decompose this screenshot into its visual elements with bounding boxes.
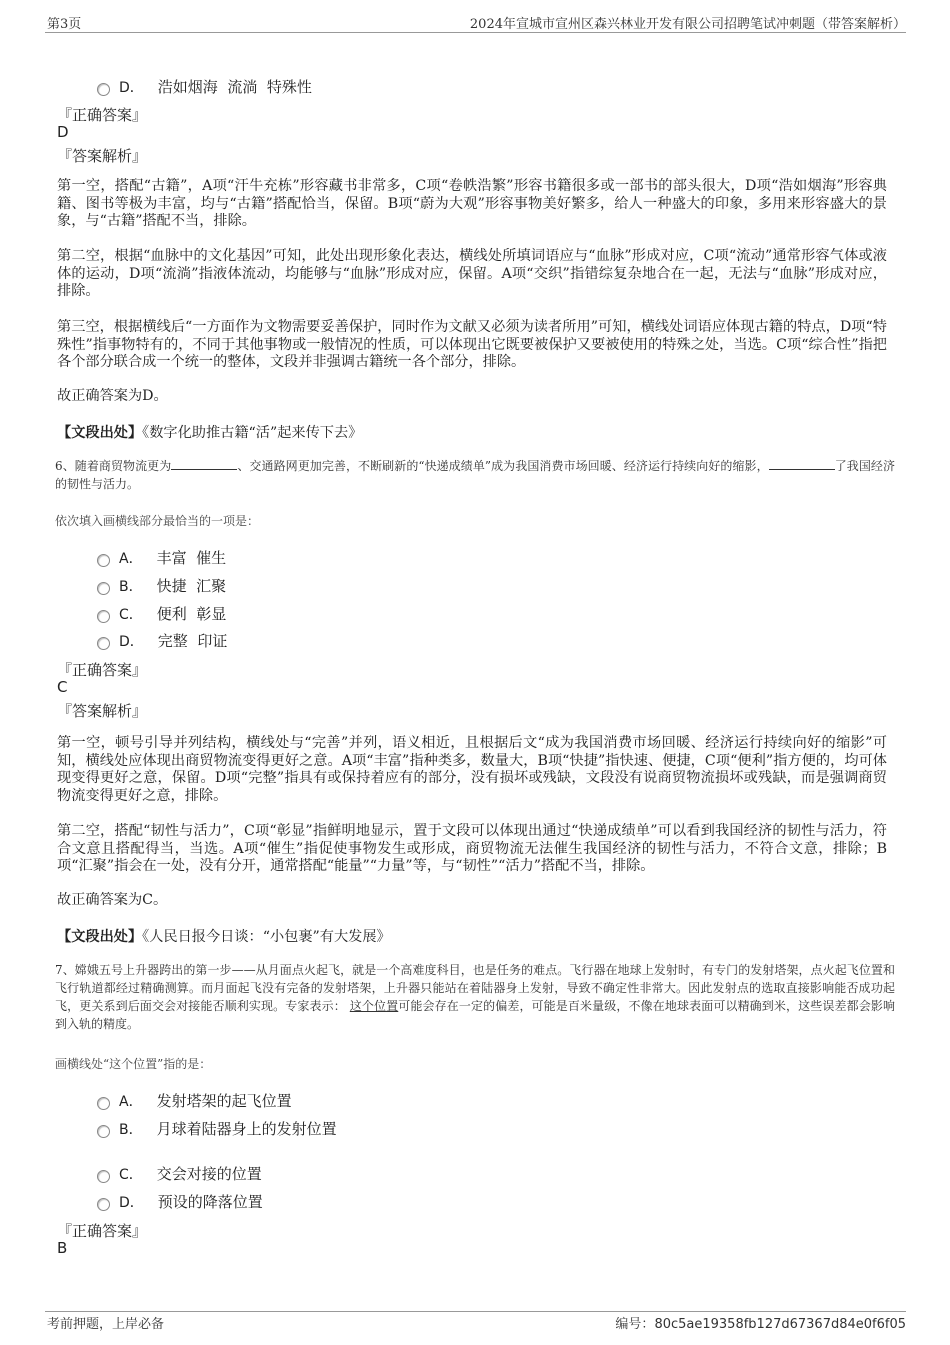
q6-analysis-label: 『答案解析』 bbox=[57, 702, 148, 720]
code-label: 编号： bbox=[615, 1317, 655, 1332]
q6-option-c[interactable] bbox=[97, 603, 226, 624]
q5-analysis-paragraph: 第一空，搭配“古籍”，A项“汗牛充栋”形容藏书非常多，C项“卷帙浩繁”形容书籍很多或一部书的部头很大，D项“浩如烟海”形容典籍、图书等极为丰富，均与“古籍”搭配恰当，保留。B项“蔚为大观”形容事物美好繁多，给人一种盛大的印象，多用来形容盛大的景象，与“古籍”搭配不当，排除。 bbox=[57, 178, 887, 229]
option-letter: B． bbox=[119, 578, 143, 595]
option-letter: C． bbox=[119, 606, 143, 623]
radio-icon[interactable] bbox=[97, 637, 110, 650]
document-title: 2024年宣城市宣州区森兴林业开发有限公司招聘笔试冲刺题（带答案解析） bbox=[469, 17, 906, 32]
q6-option-a[interactable] bbox=[97, 547, 226, 568]
fill-blank bbox=[769, 457, 835, 470]
q6-conclusion: 故正确答案为C。 bbox=[57, 892, 168, 908]
q7-instruction: 画横线处“这个位置”指的是： bbox=[55, 1057, 212, 1071]
q7-answer-label: 『正确答案』 bbox=[57, 1222, 148, 1240]
q7-option-d[interactable] bbox=[97, 1191, 263, 1212]
option-letter: A． bbox=[119, 550, 143, 567]
q7-question-text bbox=[55, 961, 895, 1033]
option-text: 发射塔架的起飞位置 bbox=[156, 1092, 292, 1110]
radio-icon[interactable] bbox=[97, 1198, 110, 1211]
radio-icon[interactable] bbox=[97, 582, 110, 595]
fill-blank bbox=[171, 457, 237, 470]
page-number: 第3页 bbox=[47, 17, 82, 32]
radio-icon[interactable] bbox=[97, 1125, 110, 1138]
q5-conclusion: 故正确答案为D。 bbox=[57, 388, 168, 404]
option-text: 完整 印证 bbox=[157, 632, 228, 650]
q6-text-part1: 6、随着商贸物流更为 bbox=[55, 459, 172, 473]
source-title: 《人民日报今日谈：“小包裹”有大发展》 bbox=[142, 929, 391, 945]
q5-analysis-paragraph: 第二空，根据“血脉中的文化基因”可知，此处出现形象化表达，横线处所填词语应与“血脉”形成对应，C项“流动”通常形容气体或液体的运动，D项“流淌”指液体流动，均能够与“血脉”形成对应，保留。A项“交织”指错综复杂地合在一起，无法与“血脉”形成对应，排除。 bbox=[57, 248, 887, 299]
option-text: 预设的降落位置 bbox=[157, 1193, 263, 1211]
option-text: 快捷 汇聚 bbox=[156, 577, 227, 595]
q5-answer: D bbox=[57, 123, 69, 141]
q6-text-part3: 了我国经济的韧性与活力。 bbox=[55, 459, 895, 491]
radio-icon[interactable] bbox=[97, 554, 110, 567]
q6-analysis-paragraph: 第二空，搭配“韧性与活力”，C项“彰显”指鲜明地显示，置于文段可以体现出通过“快递成绩单”可以看到我国经济的韧性与活力，符合文意且搭配得当，当选。A项“催生”指促使事物发生或形成，商贸物流无法催生我国经济的韧性与活力，不符合文意，排除；B项“汇聚”指会在一处，没有分开，通常搭配“能量”“力量”等，与“韧性”“活力”搭配不当，排除。 bbox=[57, 823, 887, 874]
document-code bbox=[615, 1313, 906, 1332]
q6-instruction: 依次填入画横线部分最恰当的一项是： bbox=[55, 514, 260, 528]
option-letter: C． bbox=[119, 1166, 143, 1183]
option-text: 月球着陆器身上的发射位置 bbox=[156, 1120, 337, 1138]
q7-underlined-phrase: 这个位置 bbox=[349, 999, 399, 1013]
q7-option-a[interactable] bbox=[97, 1090, 292, 1111]
footer-divider bbox=[45, 1311, 906, 1312]
radio-icon[interactable] bbox=[97, 1170, 110, 1183]
q5-answer-label: 『正确答案』 bbox=[57, 106, 148, 124]
q6-answer-label: 『正确答案』 bbox=[57, 661, 148, 679]
q5-source bbox=[57, 422, 362, 442]
option-text: 浩如烟海 流淌 特殊性 bbox=[157, 78, 312, 96]
q6-question-text bbox=[55, 457, 895, 493]
q6-option-b[interactable] bbox=[97, 575, 226, 596]
q7-answer: B bbox=[57, 1239, 68, 1257]
q6-source bbox=[57, 926, 391, 946]
header-divider bbox=[45, 32, 906, 33]
q7-option-c[interactable] bbox=[97, 1163, 262, 1184]
q7-text-before: 7、嫦娥五号上升器跨出的第一步——从月面点火起飞，就是一个高难度科目，也是任务的难点。飞行器在地球上发射时，有专门的发射塔架，点火起飞位置和飞行轨道都经过精确测算。而月面起飞没有完备的发射塔架，上升器只能站在着陆器身上发射，导致不确定性非常大。因此发射点的选取直接影响能否成功起飞，更关系到后面交会对接能否顺利实现。专家表示： bbox=[55, 963, 895, 1013]
option-text: 交会对接的位置 bbox=[156, 1165, 262, 1183]
q7-text-after: 可能会存在一定的偏差，可能是百米量级，不像在地球表面可以精确到米，这些误差都会影响到入轨的精度。 bbox=[55, 999, 895, 1031]
option-letter: D． bbox=[119, 633, 144, 650]
code-value: 80c5ae19358fb127d67367d84e0f6f05 bbox=[654, 1317, 906, 1332]
radio-icon[interactable] bbox=[97, 610, 110, 623]
radio-icon[interactable] bbox=[97, 83, 110, 96]
q6-answer: C bbox=[57, 678, 68, 696]
footer-slogan: 考前押题，上岸必备 bbox=[47, 1317, 165, 1332]
option-letter: D． bbox=[119, 79, 144, 96]
q6-text-part2: 、交通路网更加完善，不断刷新的“快递成绩单”成为我国消费市场回暖、经济运行持续向好的缩影， bbox=[237, 459, 769, 473]
q5-analysis-label: 『答案解析』 bbox=[57, 147, 148, 165]
option-letter: D． bbox=[119, 1194, 144, 1211]
q7-option-b[interactable] bbox=[97, 1118, 337, 1139]
option-text: 丰富 催生 bbox=[156, 549, 227, 567]
q6-analysis-paragraph: 第一空，顿号引导并列结构，横线处与“完善”并列，语义相近，且根据后文“成为我国消费市场回暖、经济运行持续向好的缩影”可知，横线处应体现出商贸物流变得更好之意。A项“丰富”指种类多，数量大，B项“快捷”指快速、便捷，C项“便利”指方便的，均可体现变得更好之意，保留。D项“完整”指具有或保持着应有的部分，没有损坏或残缺，文段没有说商贸物流损坏或残缺，而是强调商贸物流变得更好之意，排除。 bbox=[57, 735, 887, 804]
source-label: 【文段出处】 bbox=[57, 425, 143, 441]
radio-icon[interactable] bbox=[97, 1097, 110, 1110]
q5-option-d[interactable] bbox=[97, 76, 312, 97]
source-label: 【文段出处】 bbox=[57, 929, 143, 945]
option-letter: B． bbox=[119, 1121, 143, 1138]
option-letter: A． bbox=[119, 1093, 143, 1110]
q5-analysis-paragraph: 第三空，根据横线后“一方面作为文物需要妥善保护，同时作为文献又必须为读者所用”可知，横线处词语应体现古籍的特点，D项“特殊性”指事物特有的，不同于其他事物或一般情况的性质，可以体现出它既要被保护又要被使用的特殊之处，当选。C项“综合性”指把各个部分联合成一个统一的整体，文段并非强调古籍统一各个部分，排除。 bbox=[57, 319, 887, 370]
source-title: 《数字化助推古籍“活”起来传下去》 bbox=[142, 425, 363, 441]
option-text: 便利 彰显 bbox=[156, 605, 227, 623]
q6-option-d[interactable] bbox=[97, 630, 227, 651]
